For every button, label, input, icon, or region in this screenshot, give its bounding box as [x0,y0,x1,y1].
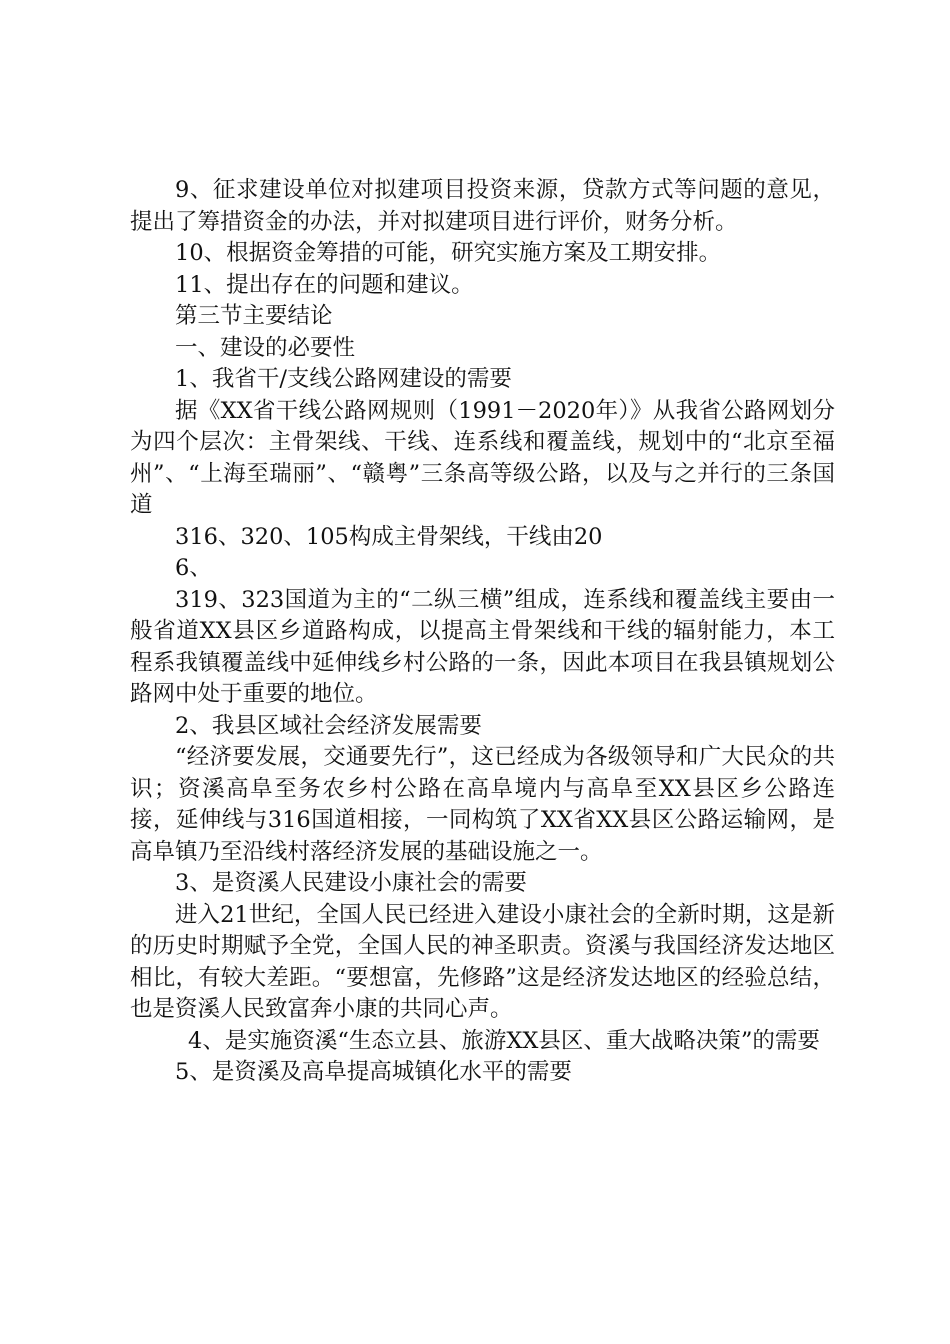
subsection-heading: 一、建设的必要性 [175,334,356,361]
paragraph-item-11: 11、提出存在的问题和建议。 [175,271,474,298]
paragraph-fragment: 6、 [175,555,212,581]
paragraph-item-10: 10、根据资金筹措的可能，研究实施方案及工期安排。 [175,240,722,266]
paragraph-item-9: 9、征求建设单位对拟建项目投资来源，贷款方式等问题的意见，提出了筹措资金的办法，并对拟建项目进行评价，财务分析。 [130,177,835,235]
paragraph-xiaokang: 进入21世纪，全国人民已经进入建设小康社会的全新时期，这是新的历史时期赋予全党，全国人民的神圣职责。资溪与我国经济发达地区相比，有较大差距。“要想富，先修路”这是经济发达地区的经验总结，也是资溪人民致富奔小康的共同心声。 [130,901,835,1022]
point-heading-5: 5、是资溪及高阜提高城镇化水平的需要 [175,1059,572,1085]
point-heading-3: 3、是资溪人民建设小康社会的需要 [175,870,527,896]
paragraph-network: 319、323国道为主的“二纵三横”组成，连系线和覆盖线主要由一般省道XX县区乡道路构成，以提高主骨架线和干线的辐射能力，本工程系我镇覆盖线中延伸线乡村公路的一条，因此本项目在我县镇规划公路网中处于重要的地位。 [130,586,835,707]
point-heading-2: 2、我县区域社会经济发展需要 [175,712,482,739]
paragraph-national-roads: 316、320、105构成主骨架线，干线由20 [175,523,603,550]
paragraph-economy: “经济要发展，交通要先行”，这已经成为各级领导和广大民众的共识；资溪高阜至务农乡村公路在高阜境内与高阜至XX县区乡公路连接，延伸线与316国道相接，一同构筑了XX省XX县区公路运输网，是高阜镇乃至沿线村落经济发展的基础设施之一。 [130,744,835,865]
document-body [130,175,835,1089]
paragraph-highway-plan: 据《XX省干线公路网规则（1991－2020年）》从我省公路网划分为四个层次：主骨架线、干线、连系线和覆盖线，规划中的“北京至福州”、“上海至瑞丽”、“赣粤”三条高等级公路，以及与之并行的三条国道 [130,397,835,518]
point-heading-4: 4、是实施资溪“生态立县、旅游XX县区、重大战略决策”的需要 [188,1027,820,1054]
point-heading-1: 1、我省干/支线公路网建设的需要 [175,366,512,392]
section-heading: 第三节主要结论 [175,303,333,329]
